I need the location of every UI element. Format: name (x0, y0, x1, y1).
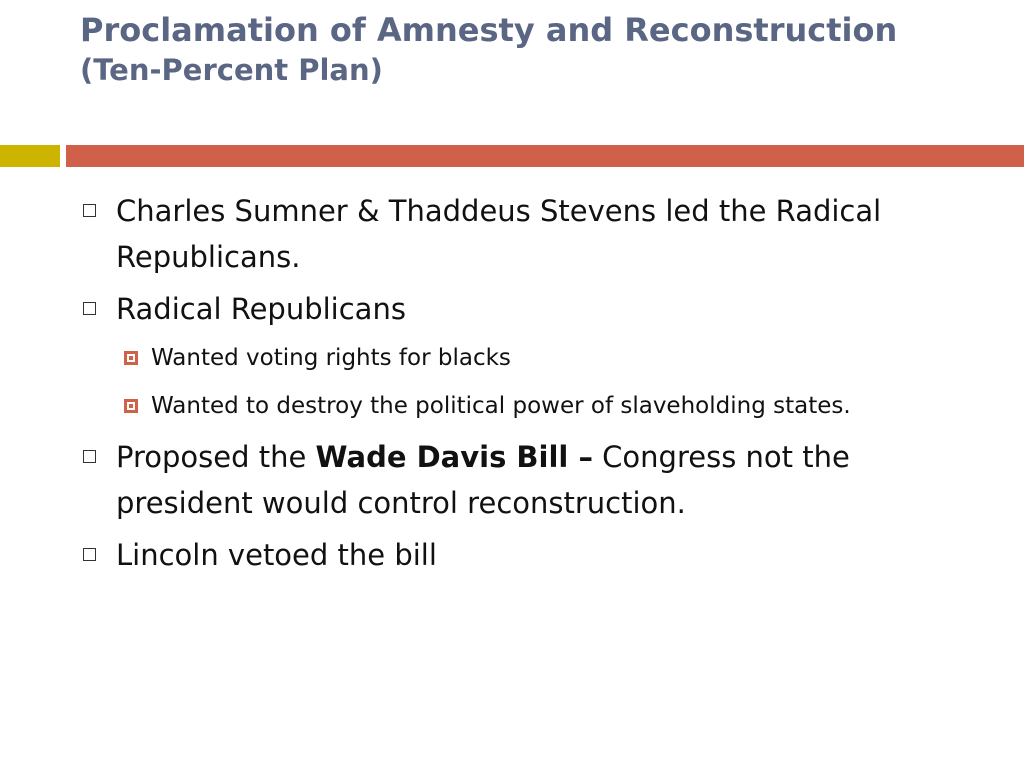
accent-bar-right (66, 145, 1024, 167)
square-bullet-icon (83, 450, 96, 463)
sub-bullet-destroy-power (80, 384, 980, 428)
bullet-text: Charles Sumner & Thaddeus Stevens led the Radical Republicans. (116, 194, 882, 274)
bullet-item-sumner-stevens (80, 188, 980, 280)
sub-bullet-text: Wanted to destroy the political power of slaveholding states. (151, 393, 851, 419)
bullet-text-post: Congress not the president would control reconstruction. (116, 440, 850, 520)
bullet-list (80, 188, 980, 582)
accent-bar-left (0, 145, 60, 167)
square-bullet-icon (83, 548, 96, 561)
title-main: Proclamation of Amnesty and Reconstruction (80, 11, 898, 49)
sub-bullet-text: Wanted voting rights for blacks (151, 345, 511, 371)
bullet-text-bold: Wade Davis Bill – (315, 440, 593, 474)
bullet-text: Lincoln vetoed the bill (116, 538, 437, 572)
bullet-item-lincoln-veto (80, 532, 980, 578)
sub-bullet-voting-rights (80, 336, 980, 380)
square-bullet-icon (83, 302, 96, 315)
slide-title (80, 10, 1000, 90)
bullet-item-wade-davis-bill (80, 434, 980, 526)
bullet-item-radical-republicans (80, 286, 980, 332)
square-bullet-icon (83, 204, 96, 217)
filled-square-bullet-icon (124, 399, 138, 413)
title-subtitle: (Ten-Percent Plan) (80, 53, 383, 87)
bullet-text: Radical Republicans (116, 292, 406, 326)
bullet-text-pre: Proposed the (116, 440, 316, 474)
filled-square-bullet-icon (124, 351, 138, 365)
